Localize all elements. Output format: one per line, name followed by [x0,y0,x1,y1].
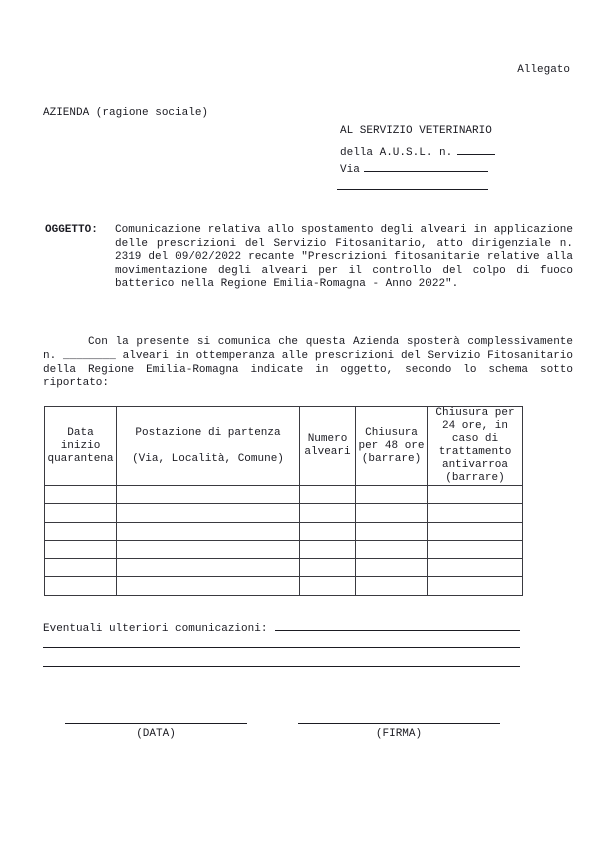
paragraph-line: delle prescrizioni del Servizio Fitosanitario, atto dirigenziale n. [115,237,573,250]
table-cell[interactable] [300,559,356,577]
recipient-line-3 [340,160,560,178]
table-cell[interactable] [300,504,356,522]
table-cell[interactable] [356,540,428,558]
table-cell[interactable] [428,540,523,558]
table-cell[interactable] [356,522,428,540]
paragraph-line: riportato: [43,377,110,390]
recipient-line-2 [340,143,560,161]
paragraph-line: n. ________ alveari in ottemperanza alle prescrizioni del Servizio Fitosanitario [43,349,573,362]
azienda-label: AZIENDA (ragione sociale) [43,107,209,119]
notes-label: Eventuali ulteriori comunicazioni: [43,623,268,635]
table-cell[interactable] [428,522,523,540]
oggetto-paragraph [115,224,573,292]
table-cell[interactable] [117,577,300,595]
date-label: (DATA) [136,728,176,740]
paragraph-line: 2319 del 09/02/2022 recante "Prescrizioni fitosanitarie relative alla [115,251,573,263]
recipient-line-1-text: AL SERVIZIO VETERINARIO [340,125,492,137]
date-line[interactable] [65,723,247,724]
ausl-number-blank[interactable] [457,143,495,155]
signature-line[interactable] [298,723,500,724]
recipient-block [340,125,560,195]
notes-blank-2[interactable] [43,647,520,648]
table-cell[interactable] [300,486,356,504]
table-cell[interactable] [45,486,117,504]
table-header-cell: Numero alveari [300,407,356,486]
paragraph-line: Comunicazione relativa allo spostamento degli alveari in applicazione [115,224,573,236]
address-extra-blank[interactable] [337,178,488,190]
via-blank[interactable] [364,160,488,172]
table-cell[interactable] [356,486,428,504]
table-row [45,540,523,558]
table-cell[interactable] [356,504,428,522]
table-cell[interactable] [45,577,117,595]
table-cell[interactable] [45,540,117,558]
table-row [45,577,523,595]
table-row [45,559,523,577]
table-row [45,486,523,504]
table-cell[interactable] [117,504,300,522]
recipient-line-4 [340,178,560,196]
table-cell[interactable] [300,540,356,558]
table-cell[interactable] [428,577,523,595]
table-header-cell: Chiusura per 48 ore (barrare) [356,407,428,486]
ausl-number-label: della A.U.S.L. n. [340,146,453,159]
table-wrapper [44,406,523,596]
table-cell[interactable] [428,504,523,522]
table-cell[interactable] [428,559,523,577]
table-cell[interactable] [300,577,356,595]
table-header-row [45,407,523,486]
movements-table [44,406,523,596]
firma-label: (FIRMA) [375,728,423,740]
table-header-cell: Chiusura per 24 ore, in caso di trattamento antivarroa (barrare) [428,407,523,486]
body-paragraph [43,336,573,391]
table-cell[interactable] [45,522,117,540]
via-label: Via [340,164,360,176]
notes-blank-1[interactable] [275,619,520,631]
table-header-cell: Postazione di partenza (Via, Località, Comune) [117,407,300,486]
paragraph-line: della Regione Emilia-Romagna indicate in oggetto, secondo lo schema sotto [43,363,573,376]
table-cell[interactable] [117,540,300,558]
paragraph-line: Con la presente si comunica che questa Azienda sposterà complessivamente [88,336,573,348]
paragraph-line: movimentazione degli alveari per il controllo del colpo di fuoco [115,264,573,277]
table-header-cell: Data inizio quarantena [45,407,117,486]
recipient-line-1 [340,125,560,143]
table-cell[interactable] [45,504,117,522]
table-cell[interactable] [117,559,300,577]
table-cell[interactable] [428,486,523,504]
table-cell[interactable] [356,577,428,595]
table-cell[interactable] [300,522,356,540]
table-row [45,504,523,522]
notes-row [43,619,520,637]
table-cell[interactable] [117,486,300,504]
notes-blank-3[interactable] [43,666,520,667]
paragraph-line: batterico nella Regione Emilia-Romagna - Anno 2022". [115,278,459,290]
table-cell[interactable] [356,559,428,577]
table-cell[interactable] [117,522,300,540]
allegato-label: Allegato [517,64,570,76]
table-row [45,522,523,540]
table-cell[interactable] [45,559,117,577]
oggetto-label: OGGETTO: [45,224,98,236]
